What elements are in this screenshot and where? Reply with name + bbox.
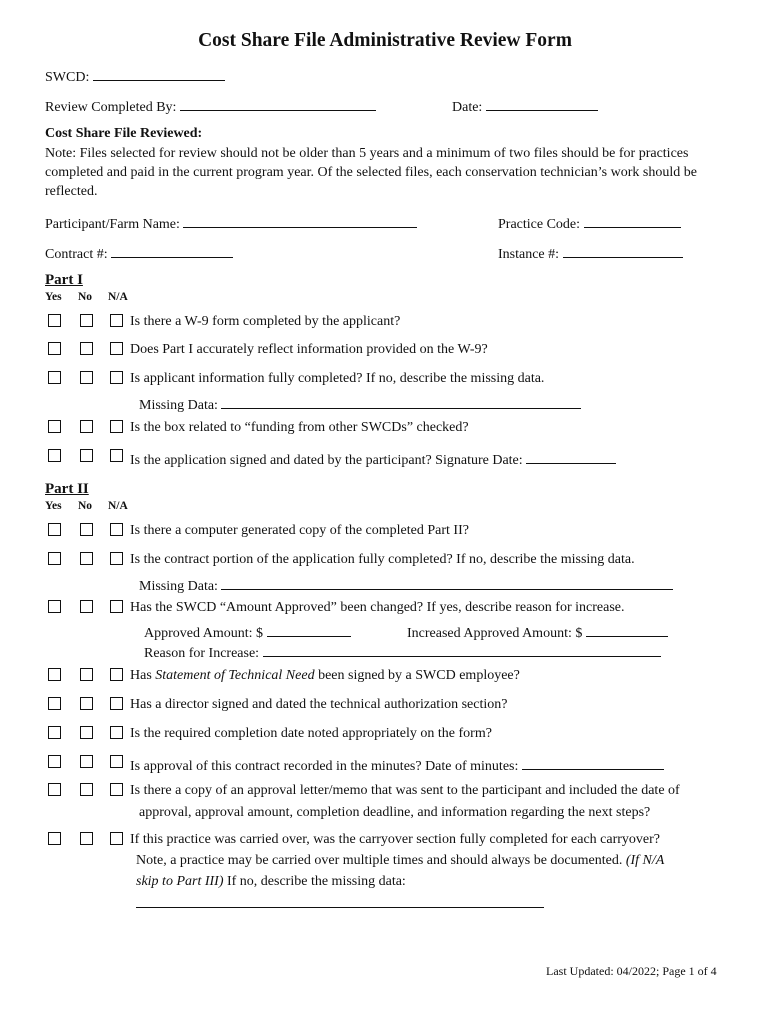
- p1q3-no-checkbox[interactable]: [80, 371, 93, 384]
- p2q2-text: Is the contract portion of the application fully completed? If no, describe the missing data.: [130, 552, 635, 567]
- p2q3-no-checkbox[interactable]: [80, 600, 93, 613]
- p2q4-na-checkbox[interactable]: [110, 668, 123, 681]
- p2q3-na-checkbox[interactable]: [110, 600, 123, 613]
- p2q9-note-line2: [136, 874, 406, 890]
- reason-increase-field: [144, 642, 661, 662]
- approved-amount-field: [144, 622, 351, 642]
- approved-amount-input[interactable]: [267, 622, 351, 637]
- increased-amount-label: Increased Approved Amount: $: [407, 626, 583, 641]
- p2q9-note-italic1: (If N/A: [625, 853, 665, 868]
- col-na-2: N/A: [108, 500, 128, 512]
- p2q7-na-checkbox[interactable]: [110, 755, 123, 768]
- p2q2-yes-checkbox[interactable]: [48, 552, 61, 565]
- p1q5-na-checkbox[interactable]: [110, 449, 123, 462]
- p1q5-text: Is the application signed and dated by the participant? Signature Date:: [130, 453, 523, 468]
- p2q1-text: Is there a computer generated copy of the completed Part II?: [130, 523, 469, 538]
- p2q9-note-post: If no, describe the missing data:: [223, 874, 406, 889]
- p2q9-missing-input[interactable]: [136, 893, 544, 908]
- p2q8-na-checkbox[interactable]: [110, 783, 123, 796]
- participant-label: Participant/Farm Name:: [45, 217, 180, 232]
- col-no: No: [78, 291, 93, 303]
- p1q2-no-checkbox[interactable]: [80, 342, 93, 355]
- p2q2-na-checkbox[interactable]: [110, 552, 123, 565]
- review-completed-label: Review Completed By:: [45, 100, 177, 115]
- p1q5-no-checkbox[interactable]: [80, 449, 93, 462]
- p2q4-yes-checkbox[interactable]: [48, 668, 61, 681]
- p2q5-yes-checkbox[interactable]: [48, 697, 61, 710]
- p1q3-missing-label: Missing Data:: [139, 398, 218, 413]
- p2q8-no-checkbox[interactable]: [80, 783, 93, 796]
- p2q2-no-checkbox[interactable]: [80, 552, 93, 565]
- participant-field: [45, 213, 417, 233]
- p2q9-note-italic2: skip to Part III): [136, 874, 224, 889]
- p1q5-field: [130, 449, 616, 469]
- review-completed-field: [45, 96, 376, 116]
- p2q7-no-checkbox[interactable]: [80, 755, 93, 768]
- p2q6-text: Is the required completion date noted appropriately on the form?: [130, 726, 492, 741]
- p1q4-no-checkbox[interactable]: [80, 420, 93, 433]
- p2q6-no-checkbox[interactable]: [80, 726, 93, 739]
- p2q2-missing-field: [139, 575, 673, 595]
- p2q1-yes-checkbox[interactable]: [48, 523, 61, 536]
- p2q7-text: Is approval of this contract recorded in the minutes? Date of minutes:: [130, 759, 519, 774]
- approved-amount-label: Approved Amount: $: [144, 626, 263, 641]
- p2q5-na-checkbox[interactable]: [110, 697, 123, 710]
- swcd-input[interactable]: [93, 66, 225, 81]
- p2q8-text-line1: Is there a copy of an approval letter/memo that was sent to the participant and included the date of: [130, 783, 680, 798]
- p1q2-na-checkbox[interactable]: [110, 342, 123, 355]
- p1q3-yes-checkbox[interactable]: [48, 371, 61, 384]
- p2q9-note-pre: Note, a practice may be carried over multiple times and should always be documented.: [136, 853, 626, 868]
- review-completed-input[interactable]: [180, 96, 376, 111]
- p1q2-text: Does Part I accurately reflect information provided on the W-9?: [130, 342, 488, 357]
- p1q3-text: Is applicant information fully completed? If no, describe the missing data.: [130, 371, 545, 386]
- p2q4-text-post: been signed by a SWCD employee?: [314, 668, 520, 683]
- p2q3-yes-checkbox[interactable]: [48, 600, 61, 613]
- p2q7-field: [130, 755, 664, 775]
- signature-date-input[interactable]: [526, 449, 616, 464]
- col-yes: Yes: [45, 291, 62, 303]
- practice-code-label: Practice Code:: [498, 217, 581, 232]
- p1q3-na-checkbox[interactable]: [110, 371, 123, 384]
- p2q2-missing-input[interactable]: [221, 575, 673, 590]
- p2q1-no-checkbox[interactable]: [80, 523, 93, 536]
- p1q4-text: Is the box related to “funding from other SWCDs” checked?: [130, 420, 469, 435]
- part2-title: Part II: [45, 481, 89, 497]
- p2q4-no-checkbox[interactable]: [80, 668, 93, 681]
- reason-increase-label: Reason for Increase:: [144, 646, 260, 661]
- p1q1-text: Is there a W-9 form completed by the applicant?: [130, 314, 401, 329]
- date-field: [452, 96, 598, 116]
- contract-field: [45, 243, 233, 263]
- p2q6-na-checkbox[interactable]: [110, 726, 123, 739]
- increased-amount-input[interactable]: [586, 622, 668, 637]
- p2q2-missing-label: Missing Data:: [139, 579, 218, 594]
- p2q6-yes-checkbox[interactable]: [48, 726, 61, 739]
- p2q1-na-checkbox[interactable]: [110, 523, 123, 536]
- p2q7-yes-checkbox[interactable]: [48, 755, 61, 768]
- p2q9-note-line1: [136, 853, 664, 869]
- p1q5-yes-checkbox[interactable]: [48, 449, 61, 462]
- swcd-label: SWCD:: [45, 70, 90, 85]
- reviewed-note: Note: Files selected for review should not be older than 5 years and a minimum of two files should be for practices completed and paid in the current program year. Of the selected files, each conservation technician’s work should be reflected.: [45, 146, 697, 199]
- participant-input[interactable]: [183, 213, 417, 228]
- date-input[interactable]: [486, 96, 598, 111]
- p2q4-text-italic: Statement of Technical Need: [155, 668, 315, 683]
- p2q8-yes-checkbox[interactable]: [48, 783, 61, 796]
- practice-code-field: [498, 213, 681, 233]
- instance-label: Instance #:: [498, 247, 560, 262]
- swcd-field: [45, 66, 225, 86]
- p1q1-yes-checkbox[interactable]: [48, 314, 61, 327]
- contract-label: Contract #:: [45, 247, 108, 262]
- p2q3-text: Has the SWCD “Amount Approved” been changed? If yes, describe reason for increase.: [130, 600, 625, 615]
- p2q9-text: If this practice was carried over, was the carryover section fully completed for each carryover?: [130, 832, 661, 847]
- part1-title: Part I: [45, 272, 83, 288]
- p2q9-missing-field: [136, 893, 544, 913]
- instance-input[interactable]: [563, 243, 683, 258]
- reason-increase-input[interactable]: [263, 642, 661, 657]
- date-label: Date:: [452, 100, 483, 115]
- minutes-date-input[interactable]: [522, 755, 664, 770]
- reviewed-heading: Cost Share File Reviewed:: [45, 126, 203, 141]
- p2q5-text: Has a director signed and dated the technical authorization section?: [130, 697, 508, 712]
- p1q1-na-checkbox[interactable]: [110, 314, 123, 327]
- col-yes-2: Yes: [45, 500, 62, 512]
- p2q9-yes-checkbox[interactable]: [48, 832, 61, 845]
- p2q5-no-checkbox[interactable]: [80, 697, 93, 710]
- increased-amount-field: [407, 622, 668, 642]
- p2q8-text-line2: approval, approval amount, completion deadline, and information regarding the next steps?: [139, 805, 651, 820]
- practice-code-input[interactable]: [584, 213, 681, 228]
- col-no-2: No: [78, 500, 93, 512]
- p2q4-text-pre: Has: [130, 668, 156, 683]
- contract-input[interactable]: [111, 243, 233, 258]
- page-footer: Last Updated: 04/2022; Page 1 of 4: [546, 964, 717, 978]
- col-na: N/A: [108, 291, 128, 303]
- p1q3-missing-field: [139, 394, 581, 414]
- page-title: Cost Share File Administrative Review Form: [198, 30, 572, 51]
- p2q4-text: [130, 668, 520, 684]
- p1q4-na-checkbox[interactable]: [110, 420, 123, 433]
- p1q1-no-checkbox[interactable]: [80, 314, 93, 327]
- p1q3-missing-input[interactable]: [221, 394, 581, 409]
- p1q4-yes-checkbox[interactable]: [48, 420, 61, 433]
- p1q2-yes-checkbox[interactable]: [48, 342, 61, 355]
- p2q9-na-checkbox[interactable]: [110, 832, 123, 845]
- p2q9-no-checkbox[interactable]: [80, 832, 93, 845]
- instance-field: [498, 243, 683, 263]
